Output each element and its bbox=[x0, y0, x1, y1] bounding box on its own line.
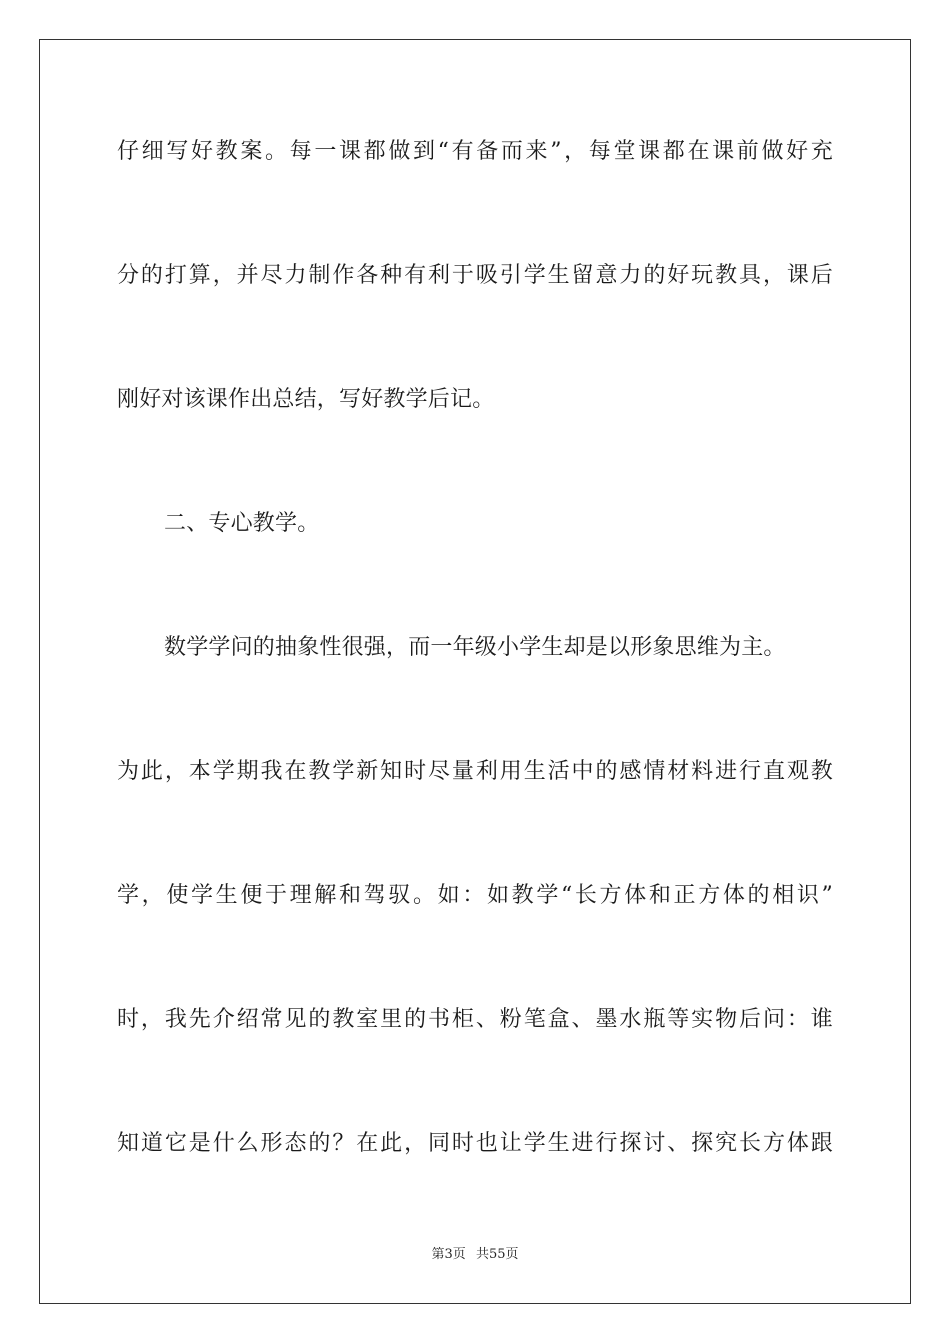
body-line-3: 刚好对该课作出总结，写好教学后记。 bbox=[117, 387, 495, 412]
page-number: 第3页 bbox=[431, 1247, 466, 1262]
page-border bbox=[39, 39, 911, 1304]
body-line-6: 为此，本学期我在教学新知时尽量利用生活中的感情材料进行直观教 bbox=[117, 759, 833, 784]
body-line-9: 知道它是什么形态的？在此，同时也让学生进行探讨、探究长方体跟 bbox=[117, 1131, 833, 1156]
body-line-2: 分的打算，并尽力制作各种有利于吸引学生留意力的好玩教具，课后 bbox=[117, 263, 833, 288]
body-line-8: 时，我先介绍常见的教室里的书柜、粉笔盒、墨水瓶等实物后问：谁 bbox=[117, 1007, 833, 1032]
body-line-7: 学，使学生便于理解和驾驭。如：如教学“长方体和正方体的相识” bbox=[117, 883, 833, 908]
body-line-1: 仔细写好教案。每一课都做到“有备而来”，每堂课都在课前做好充 bbox=[117, 139, 833, 164]
total-pages: 共55页 bbox=[475, 1247, 519, 1262]
body-line-5: 数学学问的抽象性很强，而一年级小学生却是以形象思维为主。 bbox=[164, 635, 786, 660]
page-footer bbox=[0, 1246, 950, 1264]
section-heading: 二、专心教学。 bbox=[164, 511, 320, 536]
